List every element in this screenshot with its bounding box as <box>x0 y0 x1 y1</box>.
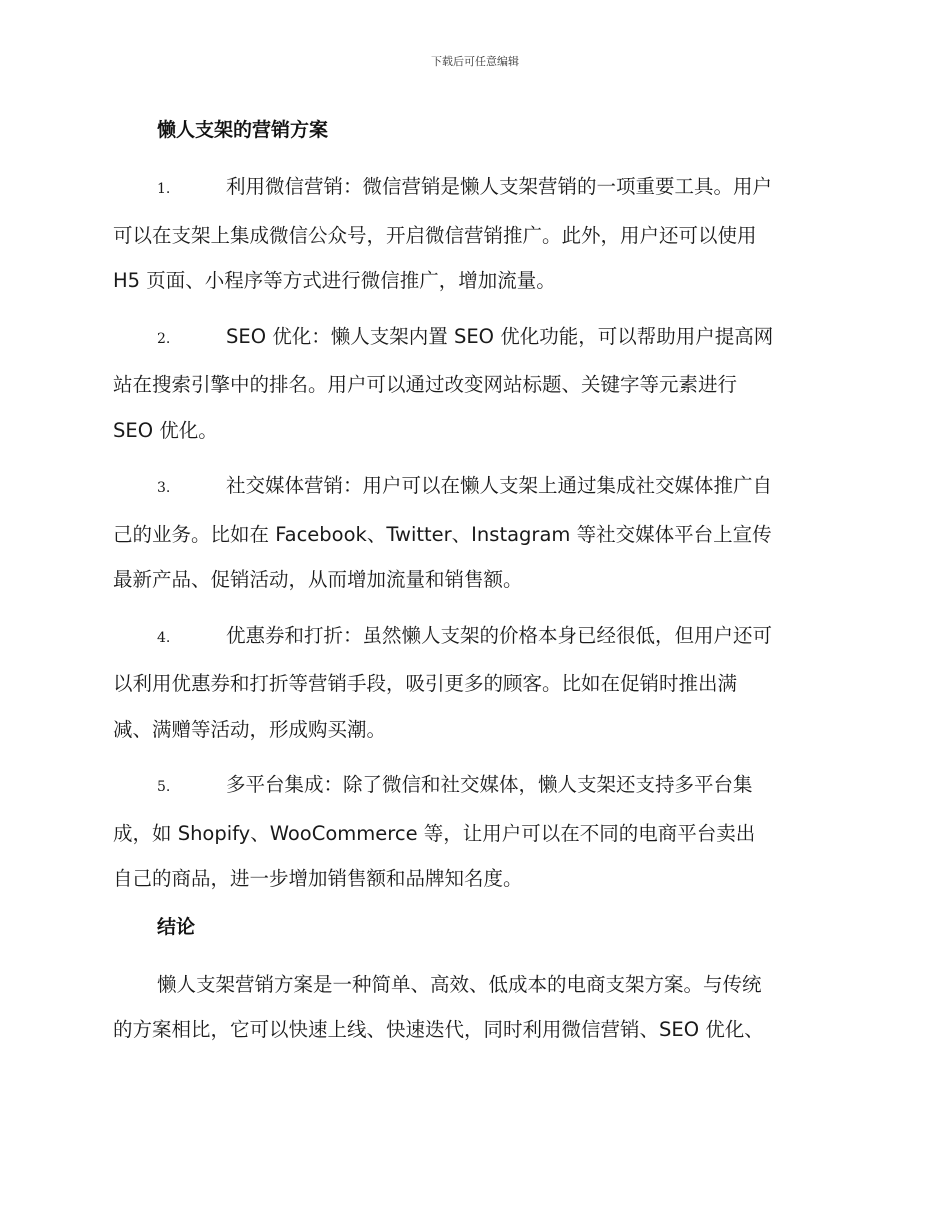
list-item <box>113 164 835 304</box>
list-item <box>113 463 835 603</box>
list-item-line: 己的业务。比如在 Facebook、Twitter、Instagram 等社交媒体平台上宣传 <box>113 522 772 546</box>
list-item-line: H5 页面、小程序等方式进行微信推广，增加流量。 <box>113 269 556 292</box>
list-item-line: 利用微信营销：微信营销是懒人支架营销的一项重要工具。用户 <box>226 175 773 198</box>
conclusion-paragraph <box>113 962 835 1053</box>
list-item-line: 优惠券和打折：虽然懒人支架的价格本身已经很低，但用户还可 <box>226 623 773 647</box>
list-item <box>113 762 835 902</box>
list-item-line: SEO 优化：懒人支架内置 SEO 优化功能，可以帮助用户提高网 <box>226 324 774 348</box>
list-item <box>113 314 835 454</box>
list-item-line: 自己的商品，进一步增加销售额和品牌知名度。 <box>113 867 523 890</box>
list-number: 2. <box>157 330 171 347</box>
list-item-line: 最新产品、促销活动，从而增加流量和销售额。 <box>113 568 523 591</box>
list-number: 5. <box>157 779 171 795</box>
list-item-line: 成，如 Shopify、WooCommerce 等，让用户可以在不同的电商平台卖出 <box>113 821 756 845</box>
section-heading-marketing-plan: 懒人支架的营销方案 <box>157 119 329 141</box>
paragraph-line: 懒人支架营销方案是一种简单、高效、低成本的电商支架方案。与传统 <box>157 972 762 996</box>
paragraph-line: 的方案相比，它可以快速上线、快速迭代，同时利用微信营销、SEO 优化、 <box>113 1018 764 1041</box>
list-item-line: 减、满赠等活动，形成购买潮。 <box>113 717 387 741</box>
document-body <box>113 113 835 1053</box>
list-item <box>113 613 835 753</box>
list-item-line: 社交媒体营销：用户可以在懒人支架上通过集成社交媒体推广自 <box>226 474 773 497</box>
list-number: 3. <box>157 480 171 496</box>
list-item-line: 多平台集成：除了微信和社交媒体，懒人支架还支持多平台集 <box>226 773 753 796</box>
list-number: 1. <box>157 181 171 197</box>
list-item-line: 以利用优惠券和打折等营销手段，吸引更多的顾客。比如在促销时推出满 <box>113 672 738 695</box>
list-item-line: 站在搜索引擎中的排名。用户可以通过改变网站标题、关键字等元素进行 <box>113 373 738 396</box>
list-item-line: 可以在支架上集成微信公众号，开启微信营销推广。此外，用户还可以使用 <box>113 223 757 247</box>
section-heading-conclusion: 结论 <box>157 915 196 938</box>
running-header: 下载后可任意编辑 <box>431 55 519 68</box>
list-item-line: SEO 优化。 <box>113 418 218 442</box>
list-number: 4. <box>157 629 171 646</box>
